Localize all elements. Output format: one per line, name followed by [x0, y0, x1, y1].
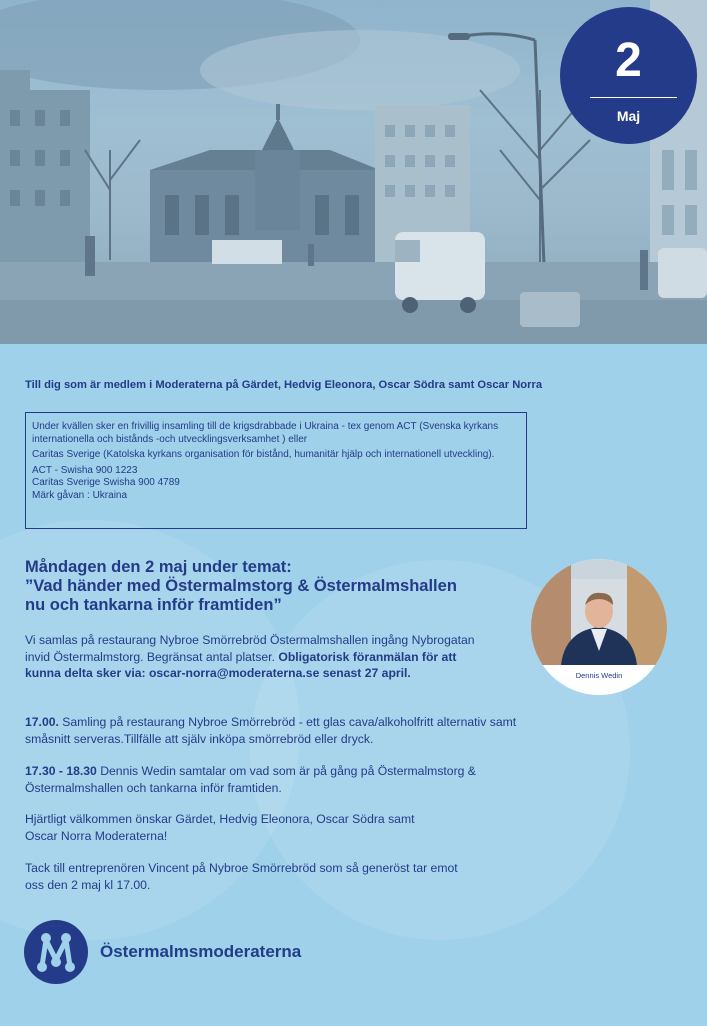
- swish-line: Caritas Sverige Swisha 900 4789: [32, 477, 180, 488]
- headline-line: ”Vad händer med Östermalmstorg & Östermalmshallen: [25, 577, 457, 595]
- intro-text: Till dig som är medlem i Moderaterna på Gärdet, Hedvig Eleonora, Oscar Södra samt Oscar Norra: [25, 379, 543, 391]
- schedule-time: 17.30 - 18.30: [25, 764, 97, 778]
- venue-text: Vi samlas på restaurang Nybroe Smörrebröd Östermalmshallen ingång Nybrogatan invid Östermalmstorg. Begränsat antal platser.: [25, 633, 475, 664]
- speaker-name: Dennis Wedin: [575, 671, 623, 680]
- headline-line: nu och tankarna inför framtiden”: [25, 596, 282, 614]
- donation-info-box: [25, 412, 527, 529]
- date-divider: [590, 97, 677, 98]
- welcome-line: Hjärtligt välkommen önskar Gärdet, Hedvig Eleonora, Oscar Södra samt: [25, 812, 415, 826]
- date-day: 2: [615, 34, 642, 87]
- thanks-line: oss den 2 maj kl 17.00.: [25, 877, 151, 892]
- registration-text: Obligatorisk föranmälan för att kunna delta sker via: oscar-norra@moderaterna.se senast 27 april.: [25, 649, 457, 680]
- organization-name: Östermalmsmoderaterna: [100, 942, 302, 961]
- date-badge: [560, 7, 697, 144]
- square-photo: [0, 0, 707, 344]
- schedule-text: Dennis Wedin samtalar om vad som är på gång på Östermalmstorg & Östermalmshallen och tankarna inför framtiden.: [25, 764, 476, 795]
- welcome-line: Oscar Norra Moderaterna!: [25, 828, 168, 843]
- date-month: Maj: [616, 108, 641, 124]
- thanks-paragraph: [25, 860, 585, 893]
- donation-text: Under kvällen sker en frivillig insamling till de krigsdrabbade i Ukraina - tex genom ACT (Svenska kyrkans internationella och bistånds -och utvecklingsverksamhet ) eller: [32, 421, 499, 445]
- moderaterna-logo-icon: [24, 920, 88, 984]
- schedule-text: Samling på restaurang Nybroe Smörrebröd - ett glas cava/alkoholfritt alternativ samt småsnitt serveras.Tillfälle att själv inköpa smörrebröd eller dryck.: [25, 715, 517, 746]
- schedule-time: 17.00.: [25, 715, 59, 729]
- speaker-portrait: [531, 559, 667, 695]
- event-headline: [25, 558, 525, 615]
- headline-line: Måndagen den 2 maj under temat:: [25, 558, 292, 576]
- donation-text: Caritas Sverige (Katolska kyrkans organisation för bistånd, humanitär hjälp och internationell utveckling).: [32, 449, 495, 460]
- thanks-line: Tack till entreprenören Vincent på Nybroe Smörrebröd som så generöst tar emot: [25, 861, 458, 875]
- gift-mark-line: Märk gåvan : Ukraina: [32, 489, 128, 501]
- welcome-paragraph: [25, 811, 585, 844]
- venue-paragraph: [25, 632, 495, 682]
- schedule-1700: [25, 714, 525, 747]
- swish-line: ACT - Swisha 900 1223: [32, 464, 138, 476]
- schedule-1730: [25, 763, 525, 796]
